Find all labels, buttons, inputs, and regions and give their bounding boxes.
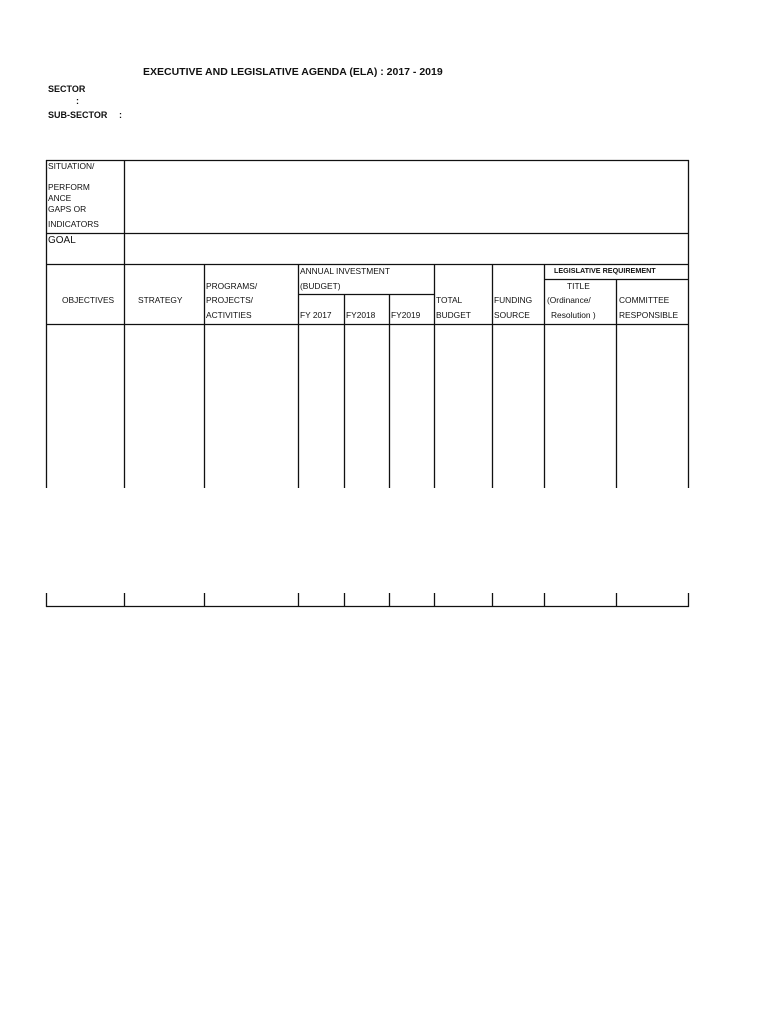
col-title-line-3: Resolution ) [551, 310, 596, 320]
col-annual-investment-line-1: ANNUAL INVESTMENT [300, 266, 390, 276]
situation-line-3: ANCE [48, 193, 72, 203]
col-funding-source-line-2: SOURCE [494, 310, 530, 320]
goal-label: GOAL [48, 235, 76, 246]
col-title-line-2: (Ordinance/ [547, 295, 591, 305]
col-programs-line-2: PROJECTS/ [206, 295, 253, 305]
col-programs-line-1: PROGRAMS/ [206, 281, 258, 291]
col-committee-line-1: COMMITTEE [619, 295, 670, 305]
situation-line-1: SITUATION/ [48, 161, 95, 171]
col-programs-line-3: ACTIVITIES [206, 310, 252, 320]
subsector-label: SUB-SECTOR [48, 110, 108, 120]
document-title: EXECUTIVE AND LEGISLATIVE AGENDA (ELA) : 2017 - 2019 [143, 66, 443, 78]
col-funding-source-line-1: FUNDING [494, 295, 533, 305]
col-total-budget-line-1: TOTAL [436, 295, 463, 305]
col-strategy: STRATEGY [138, 295, 183, 305]
sector-label: SECTOR [48, 84, 86, 94]
situation-line-2: PERFORM [48, 182, 90, 192]
col-annual-investment-line-2: (BUDGET) [300, 281, 341, 291]
sector-colon: : [76, 96, 79, 106]
col-legislative-requirement: LEGISLATIVE REQUIREMENT [554, 266, 656, 275]
col-total-budget-line-2: BUDGET [436, 310, 471, 320]
col-fy-2019: FY2019 [391, 310, 421, 320]
col-title-line-1: TITLE [567, 281, 590, 291]
col-objectives: OBJECTIVES [62, 295, 115, 305]
col-committee-line-2: RESPONSIBLE [619, 310, 679, 320]
subsector-colon: : [119, 110, 122, 120]
col-fy-2018: FY2018 [346, 310, 376, 320]
situation-line-4: GAPS OR [48, 204, 87, 214]
situation-line-5: INDICATORS [48, 219, 99, 229]
col-fy-2017: FY 2017 [300, 310, 332, 320]
